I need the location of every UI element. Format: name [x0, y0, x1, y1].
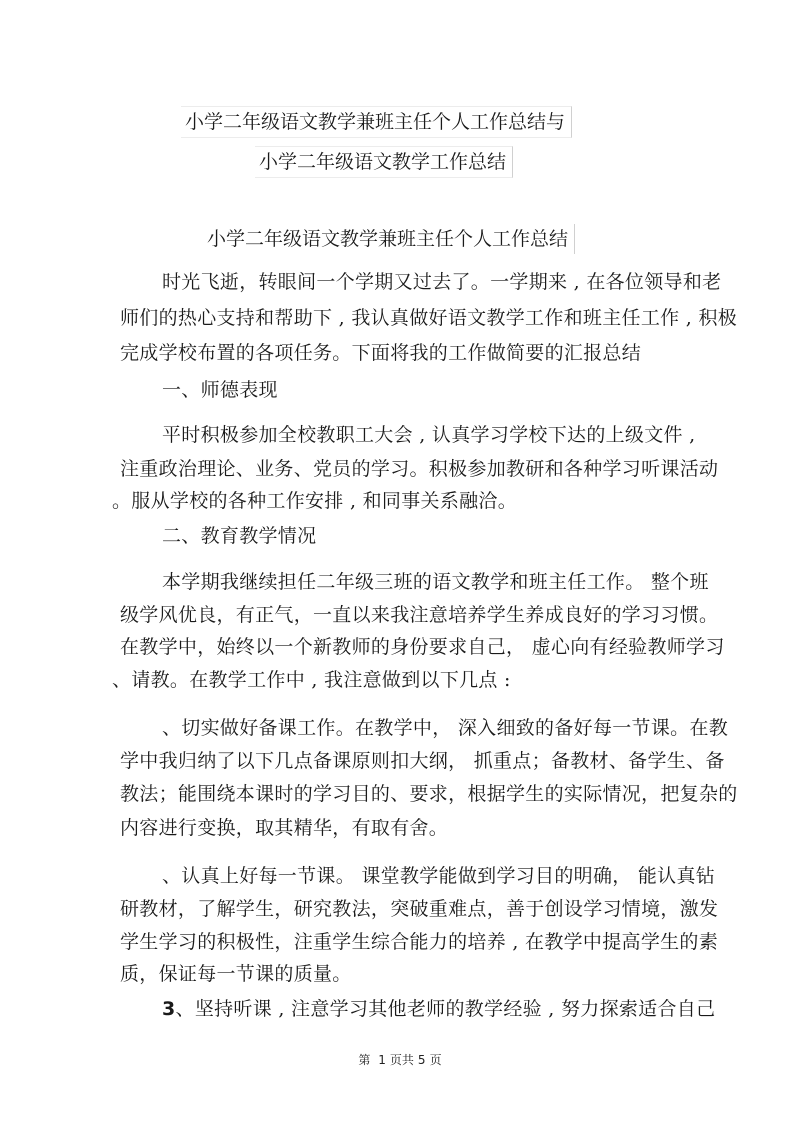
- paragraph-line: 平时积极参加全校教职工大会 , 认真学习学校下达的上级文件 ,: [162, 424, 696, 446]
- paragraph-line: 、切实做好备课工作。在教学中， 深入细致的备好每一节课。在教: [162, 717, 729, 739]
- paragraph-line: 注重政治理论、业务、党员的学习。积极参加教研和各种学习听课活动: [120, 458, 719, 480]
- page-footer: [0, 1051, 800, 1068]
- paragraph-line: 时光飞逝，转眼间一个学期又过去了。一学期来 , 在各位领导和老: [162, 271, 722, 293]
- footer-prefix: 第: [358, 1053, 371, 1067]
- paragraph-line: 级学风优良，有正气，一直以来我注意培养学生养成良好的学习习惯。: [120, 604, 719, 626]
- paragraph-line: 研教材，了解学生，研究教法，突破重难点，善于创设学习情境，激发: [120, 898, 719, 920]
- footer-suffix: 页: [429, 1053, 442, 1067]
- section-heading: 二、教育教学情况: [162, 525, 317, 547]
- paragraph-line: 内容进行变换，取其精华，有取有舍。: [120, 817, 449, 839]
- item-text: 、坚持听课 , 注意学习其他老师的教学经验 , 努力探索适合自己: [175, 998, 716, 1020]
- paragraph-line: 、请教。在教学工作中 , 我注意做到以下几点 :: [112, 669, 511, 691]
- document-title-line2: 小学二年级语文教学工作总结: [255, 146, 513, 178]
- section-heading: 一、师德表现: [162, 379, 278, 401]
- paragraph-line: 本学期我继续担任二年级三班的语文教学和班主任工作。 整个班: [162, 571, 709, 593]
- paragraph-line: 在教学中，始终以一个新教师的身份要求自己， 虚心向有经验教师学习: [120, 636, 725, 658]
- paragraph-line: 完成学校布置的各项任务。下面将我的工作做简要的汇报总结: [120, 342, 642, 364]
- document-title-line1: 小学二年级语文教学兼班主任个人工作总结与: [181, 106, 572, 138]
- footer-mid: 页共: [389, 1053, 414, 1067]
- paragraph-line: [162, 996, 715, 1022]
- footer-page-number: 1: [378, 1053, 386, 1067]
- paragraph-line: 教法；能围绕本课时的学习目的、要求，根据学生的实际情况，把复杂的: [120, 783, 738, 805]
- paragraph-line: 师们的热心支持和帮助下 , 我认真做好语文教学工作和班主任工作 , 积极: [120, 307, 738, 329]
- paragraph-line: 、认真上好每一节课。 课堂教学能做到学习目的明确， 能认真钻: [162, 865, 716, 887]
- item-number: 3: [162, 998, 176, 1020]
- footer-total-pages: 5: [417, 1053, 426, 1067]
- paragraph-line: 学生学习的积极性，注重学生综合能力的培养 , 在教学中提高学生的素: [120, 931, 719, 953]
- paragraph-line: 学中我归纳了以下几点备课原则扣大纲， 抓重点；备教材、备学生、备: [120, 750, 725, 772]
- paragraph-line: 质，保证每一节课的质量。: [120, 963, 352, 985]
- paragraph-line: 。服从学校的各种工作安排 , 和同事关系融洽。: [112, 490, 518, 512]
- document-subtitle: 小学二年级语文教学兼班主任个人工作总结: [203, 224, 575, 254]
